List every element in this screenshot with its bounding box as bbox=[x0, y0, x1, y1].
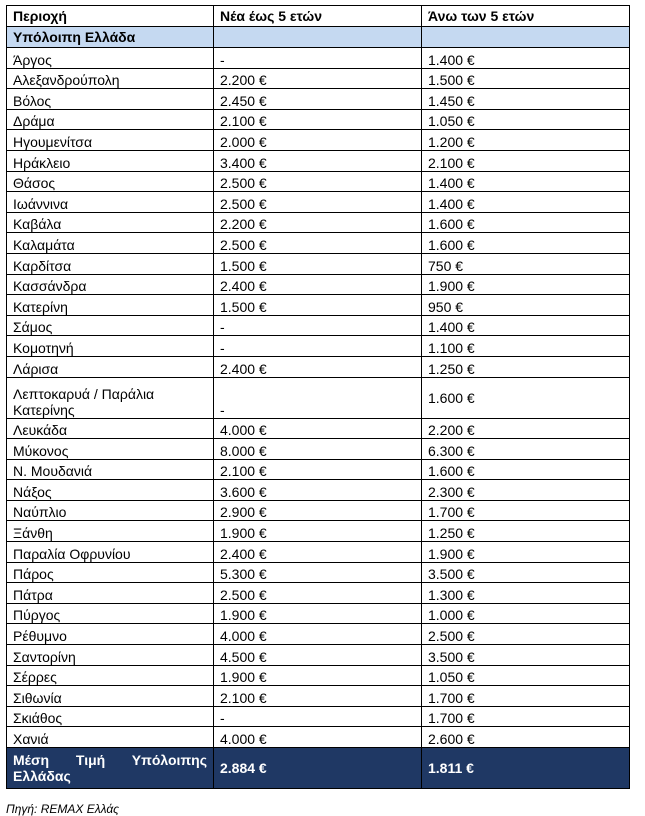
cell-new: 2.500 € bbox=[214, 233, 422, 254]
cell-new: 1.900 € bbox=[214, 665, 422, 686]
cell-area: Καρδίτσα bbox=[7, 253, 214, 274]
cell-area: Ηγουμενίτσα bbox=[7, 130, 214, 151]
table-row bbox=[7, 377, 630, 418]
table-row bbox=[7, 150, 630, 171]
cell-area: Σέρρες bbox=[7, 665, 214, 686]
cell-area: Ξάνθη bbox=[7, 521, 214, 542]
cell-new: - bbox=[214, 315, 422, 336]
cell-area: Ναύπλιο bbox=[7, 500, 214, 521]
table-row bbox=[7, 192, 630, 213]
cell-old: 1.400 € bbox=[422, 48, 630, 69]
header-row bbox=[7, 6, 630, 27]
cell-old: 1.250 € bbox=[422, 356, 630, 377]
average-new: 2.884 € bbox=[214, 748, 422, 789]
cell-old: 1.100 € bbox=[422, 336, 630, 357]
cell-old: 1.400 € bbox=[422, 192, 630, 213]
cell-old: 1.400 € bbox=[422, 315, 630, 336]
table-row bbox=[7, 68, 630, 89]
cell-area: Παραλία Οφρυνίου bbox=[7, 542, 214, 563]
cell-area: Λάρισα bbox=[7, 356, 214, 377]
cell-old: 1.700 € bbox=[422, 500, 630, 521]
cell-old: 1.900 € bbox=[422, 542, 630, 563]
cell-new: 4.000 € bbox=[214, 727, 422, 748]
cell-old: 1.900 € bbox=[422, 274, 630, 295]
cell-new: 5.300 € bbox=[214, 562, 422, 583]
header-old: Άνω των 5 ετών bbox=[422, 6, 630, 27]
cell-old: 1.200 € bbox=[422, 130, 630, 151]
table-row bbox=[7, 89, 630, 110]
cell-area: Δράμα bbox=[7, 109, 214, 130]
table-row bbox=[7, 645, 630, 666]
source-note: Πηγή: REMAX Ελλάς bbox=[6, 802, 120, 816]
table-row bbox=[7, 727, 630, 748]
cell-new: - bbox=[214, 336, 422, 357]
table-row bbox=[7, 665, 630, 686]
table-row bbox=[7, 542, 630, 563]
region-empty-cell bbox=[214, 27, 422, 48]
cell-old: 2.500 € bbox=[422, 624, 630, 645]
table-row bbox=[7, 253, 630, 274]
cell-new: 3.400 € bbox=[214, 150, 422, 171]
table-row bbox=[7, 583, 630, 604]
table-row bbox=[7, 233, 630, 254]
region-empty-cell bbox=[422, 27, 630, 48]
cell-area: Μύκονος bbox=[7, 439, 214, 460]
cell-new: 1.500 € bbox=[214, 253, 422, 274]
table-row bbox=[7, 109, 630, 130]
cell-old: 1.050 € bbox=[422, 109, 630, 130]
cell-old: 1.600 € bbox=[422, 233, 630, 254]
cell-area: Αλεξανδρούπολη bbox=[7, 68, 214, 89]
cell-old: 2.200 € bbox=[422, 418, 630, 439]
cell-new: 1.900 € bbox=[214, 603, 422, 624]
region-label: Υπόλοιπη Ελλάδα bbox=[7, 27, 214, 48]
cell-new: 2.000 € bbox=[214, 130, 422, 151]
table-row bbox=[7, 439, 630, 460]
cell-area: Σιθωνία bbox=[7, 686, 214, 707]
cell-area: Σάμος bbox=[7, 315, 214, 336]
cell-new: 2.450 € bbox=[214, 89, 422, 110]
table-row bbox=[7, 418, 630, 439]
cell-area: Κομοτηνή bbox=[7, 336, 214, 357]
cell-new: 1.500 € bbox=[214, 295, 422, 316]
cell-new: - bbox=[214, 48, 422, 69]
cell-new: - bbox=[214, 706, 422, 727]
cell-new: 2.100 € bbox=[214, 459, 422, 480]
cell-new: 2.500 € bbox=[214, 583, 422, 604]
table-row bbox=[7, 603, 630, 624]
table-row bbox=[7, 459, 630, 480]
cell-new: 2.100 € bbox=[214, 686, 422, 707]
table-row bbox=[7, 500, 630, 521]
table-row bbox=[7, 274, 630, 295]
price-table-container bbox=[6, 5, 629, 789]
cell-area: Άργος bbox=[7, 48, 214, 69]
cell-area: Ιωάννινα bbox=[7, 192, 214, 213]
cell-new: 2.900 € bbox=[214, 500, 422, 521]
cell-old: 2.600 € bbox=[422, 727, 630, 748]
cell-old: 1.600 € bbox=[422, 459, 630, 480]
cell-area: Λεπτοκαρυά / Παράλια Κατερίνης bbox=[7, 377, 214, 418]
cell-area: Νάξος bbox=[7, 480, 214, 501]
cell-area: Λευκάδα bbox=[7, 418, 214, 439]
table-row bbox=[7, 212, 630, 233]
cell-new: 2.500 € bbox=[214, 192, 422, 213]
cell-area: Πάτρα bbox=[7, 583, 214, 604]
cell-new: 4.000 € bbox=[214, 624, 422, 645]
cell-old: 1.300 € bbox=[422, 583, 630, 604]
cell-old: 6.300 € bbox=[422, 439, 630, 460]
cell-new: - bbox=[214, 377, 422, 418]
cell-old: 1.000 € bbox=[422, 603, 630, 624]
cell-old: 1.700 € bbox=[422, 706, 630, 727]
cell-old: 750 € bbox=[422, 253, 630, 274]
cell-area: Ν. Μουδανιά bbox=[7, 459, 214, 480]
cell-old: 1.050 € bbox=[422, 665, 630, 686]
table-row bbox=[7, 562, 630, 583]
cell-old: 3.500 € bbox=[422, 562, 630, 583]
cell-new: 4.000 € bbox=[214, 418, 422, 439]
table-row bbox=[7, 356, 630, 377]
average-old: 1.811 € bbox=[422, 748, 630, 789]
table-body bbox=[7, 27, 630, 748]
cell-new: 2.200 € bbox=[214, 212, 422, 233]
cell-new: 2.200 € bbox=[214, 68, 422, 89]
cell-old: 950 € bbox=[422, 295, 630, 316]
header-new: Νέα έως 5 ετών bbox=[214, 6, 422, 27]
cell-area: Σαντορίνη bbox=[7, 645, 214, 666]
cell-area: Ρέθυμνο bbox=[7, 624, 214, 645]
average-row bbox=[7, 748, 630, 789]
table-row bbox=[7, 295, 630, 316]
table-row bbox=[7, 624, 630, 645]
cell-old: 1.700 € bbox=[422, 686, 630, 707]
cell-old: 2.300 € bbox=[422, 480, 630, 501]
table-row bbox=[7, 171, 630, 192]
header-region: Περιοχή bbox=[7, 6, 214, 27]
cell-new: 8.000 € bbox=[214, 439, 422, 460]
table-row bbox=[7, 48, 630, 69]
table-row bbox=[7, 336, 630, 357]
cell-new: 2.400 € bbox=[214, 356, 422, 377]
cell-area: Χανιά bbox=[7, 727, 214, 748]
table-row bbox=[7, 706, 630, 727]
cell-area: Σκιάθος bbox=[7, 706, 214, 727]
cell-area: Βόλος bbox=[7, 89, 214, 110]
cell-old: 3.500 € bbox=[422, 645, 630, 666]
cell-old: 1.450 € bbox=[422, 89, 630, 110]
cell-new: 4.500 € bbox=[214, 645, 422, 666]
average-label: Μέση Τιμή Υπόλοιπης Ελλάδας bbox=[7, 748, 214, 789]
cell-area: Καβάλα bbox=[7, 212, 214, 233]
cell-old: 1.500 € bbox=[422, 68, 630, 89]
cell-new: 2.500 € bbox=[214, 171, 422, 192]
cell-old: 1.600 € bbox=[422, 212, 630, 233]
cell-new: 2.400 € bbox=[214, 542, 422, 563]
cell-area: Καλαμάτα bbox=[7, 233, 214, 254]
cell-old: 1.400 € bbox=[422, 171, 630, 192]
cell-area: Πάρος bbox=[7, 562, 214, 583]
table-row bbox=[7, 480, 630, 501]
region-row bbox=[7, 27, 630, 48]
table-row bbox=[7, 686, 630, 707]
cell-old: 2.100 € bbox=[422, 150, 630, 171]
table-row bbox=[7, 521, 630, 542]
cell-new: 1.900 € bbox=[214, 521, 422, 542]
table-row bbox=[7, 315, 630, 336]
table-row bbox=[7, 130, 630, 151]
cell-area: Κατερίνη bbox=[7, 295, 214, 316]
cell-new: 2.400 € bbox=[214, 274, 422, 295]
cell-area: Κασσάνδρα bbox=[7, 274, 214, 295]
cell-area: Ηράκλειο bbox=[7, 150, 214, 171]
cell-new: 3.600 € bbox=[214, 480, 422, 501]
cell-old: 1.600 € bbox=[422, 377, 630, 418]
cell-area: Θάσος bbox=[7, 171, 214, 192]
cell-old: 1.250 € bbox=[422, 521, 630, 542]
cell-area: Πύργος bbox=[7, 603, 214, 624]
price-table bbox=[6, 5, 630, 789]
cell-new: 2.100 € bbox=[214, 109, 422, 130]
